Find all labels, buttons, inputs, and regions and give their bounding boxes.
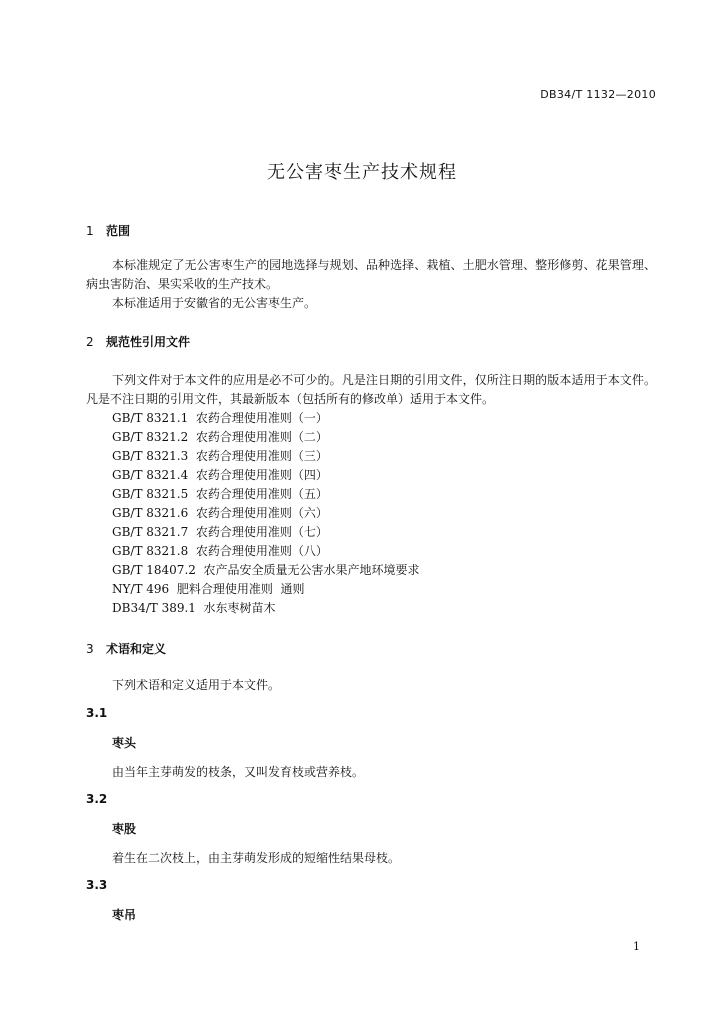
reference-item: GB/T 8321.4 农药合理使用准则（四） (112, 468, 328, 482)
term-definition: 由当年主芽萌发的枝条，又叫发育枝或营养枝。 (112, 765, 365, 779)
section-number: 1 (86, 224, 94, 238)
term-number: 3.2 (86, 792, 108, 806)
reference-item: GB/T 8321.1 农药合理使用准则（一） (112, 411, 328, 425)
term-name: 枣股 (112, 822, 137, 836)
term-definition: 着生在二次枝上，由主芽萌发形成的短缩性结果母枝。 (112, 851, 401, 865)
reference-item: GB/T 8321.6 农药合理使用准则（六） (112, 506, 328, 520)
document-code: DB34/T 1132—2010 (540, 88, 656, 101)
term-name: 枣吊 (112, 908, 137, 922)
reference-item: GB/T 8321.8 农药合理使用准则（八） (112, 544, 328, 558)
section-heading-terms-definitions (86, 640, 166, 657)
section-heading-scope (86, 222, 130, 239)
term-number: 3.3 (86, 878, 108, 892)
section-number: 3 (86, 642, 94, 656)
section-heading-normative-references (86, 333, 190, 350)
paragraph: 本标准适用于安徽省的无公害枣生产。 (112, 296, 317, 310)
section-number: 2 (86, 335, 94, 349)
term-name: 枣头 (112, 736, 137, 750)
paragraph: 本标准规定了无公害枣生产的园地选择与规划、品种选择、栽植、土肥水管理、整形修剪、花果管理、病虫害防治、果实采收的生产技术。 (86, 258, 656, 291)
reference-item: NY/T 496 肥料合理使用准则 通则 (112, 582, 305, 596)
reference-item: GB/T 8321.2 农药合理使用准则（二） (112, 430, 328, 444)
section-title: 范围 (106, 224, 131, 238)
paragraph: 下列术语和定义适用于本文件。 (112, 678, 281, 692)
section-title: 规范性引用文件 (106, 335, 191, 349)
reference-item: GB/T 8321.3 农药合理使用准则（三） (112, 449, 328, 463)
reference-item: DB34/T 389.1 水东枣树苗木 (112, 601, 276, 615)
page-number: 1 (633, 940, 640, 953)
paragraph: 下列文件对于本文件的应用是必不可少的。凡是注日期的引用文件，仅所注日期的版本适用于本文件。凡是不注日期的引用文件，其最新版本（包括所有的修改单）适用于本文件。 (86, 373, 656, 406)
reference-item: GB/T 8321.5 农药合理使用准则（五） (112, 487, 328, 501)
section-title: 术语和定义 (106, 642, 167, 656)
document-title: 无公害枣生产技术规程 (267, 162, 457, 183)
reference-item: GB/T 8321.7 农药合理使用准则（七） (112, 525, 328, 539)
reference-item: GB/T 18407.2 农产品安全质量无公害水果产地环境要求 (112, 563, 420, 577)
term-number: 3.1 (86, 706, 108, 720)
